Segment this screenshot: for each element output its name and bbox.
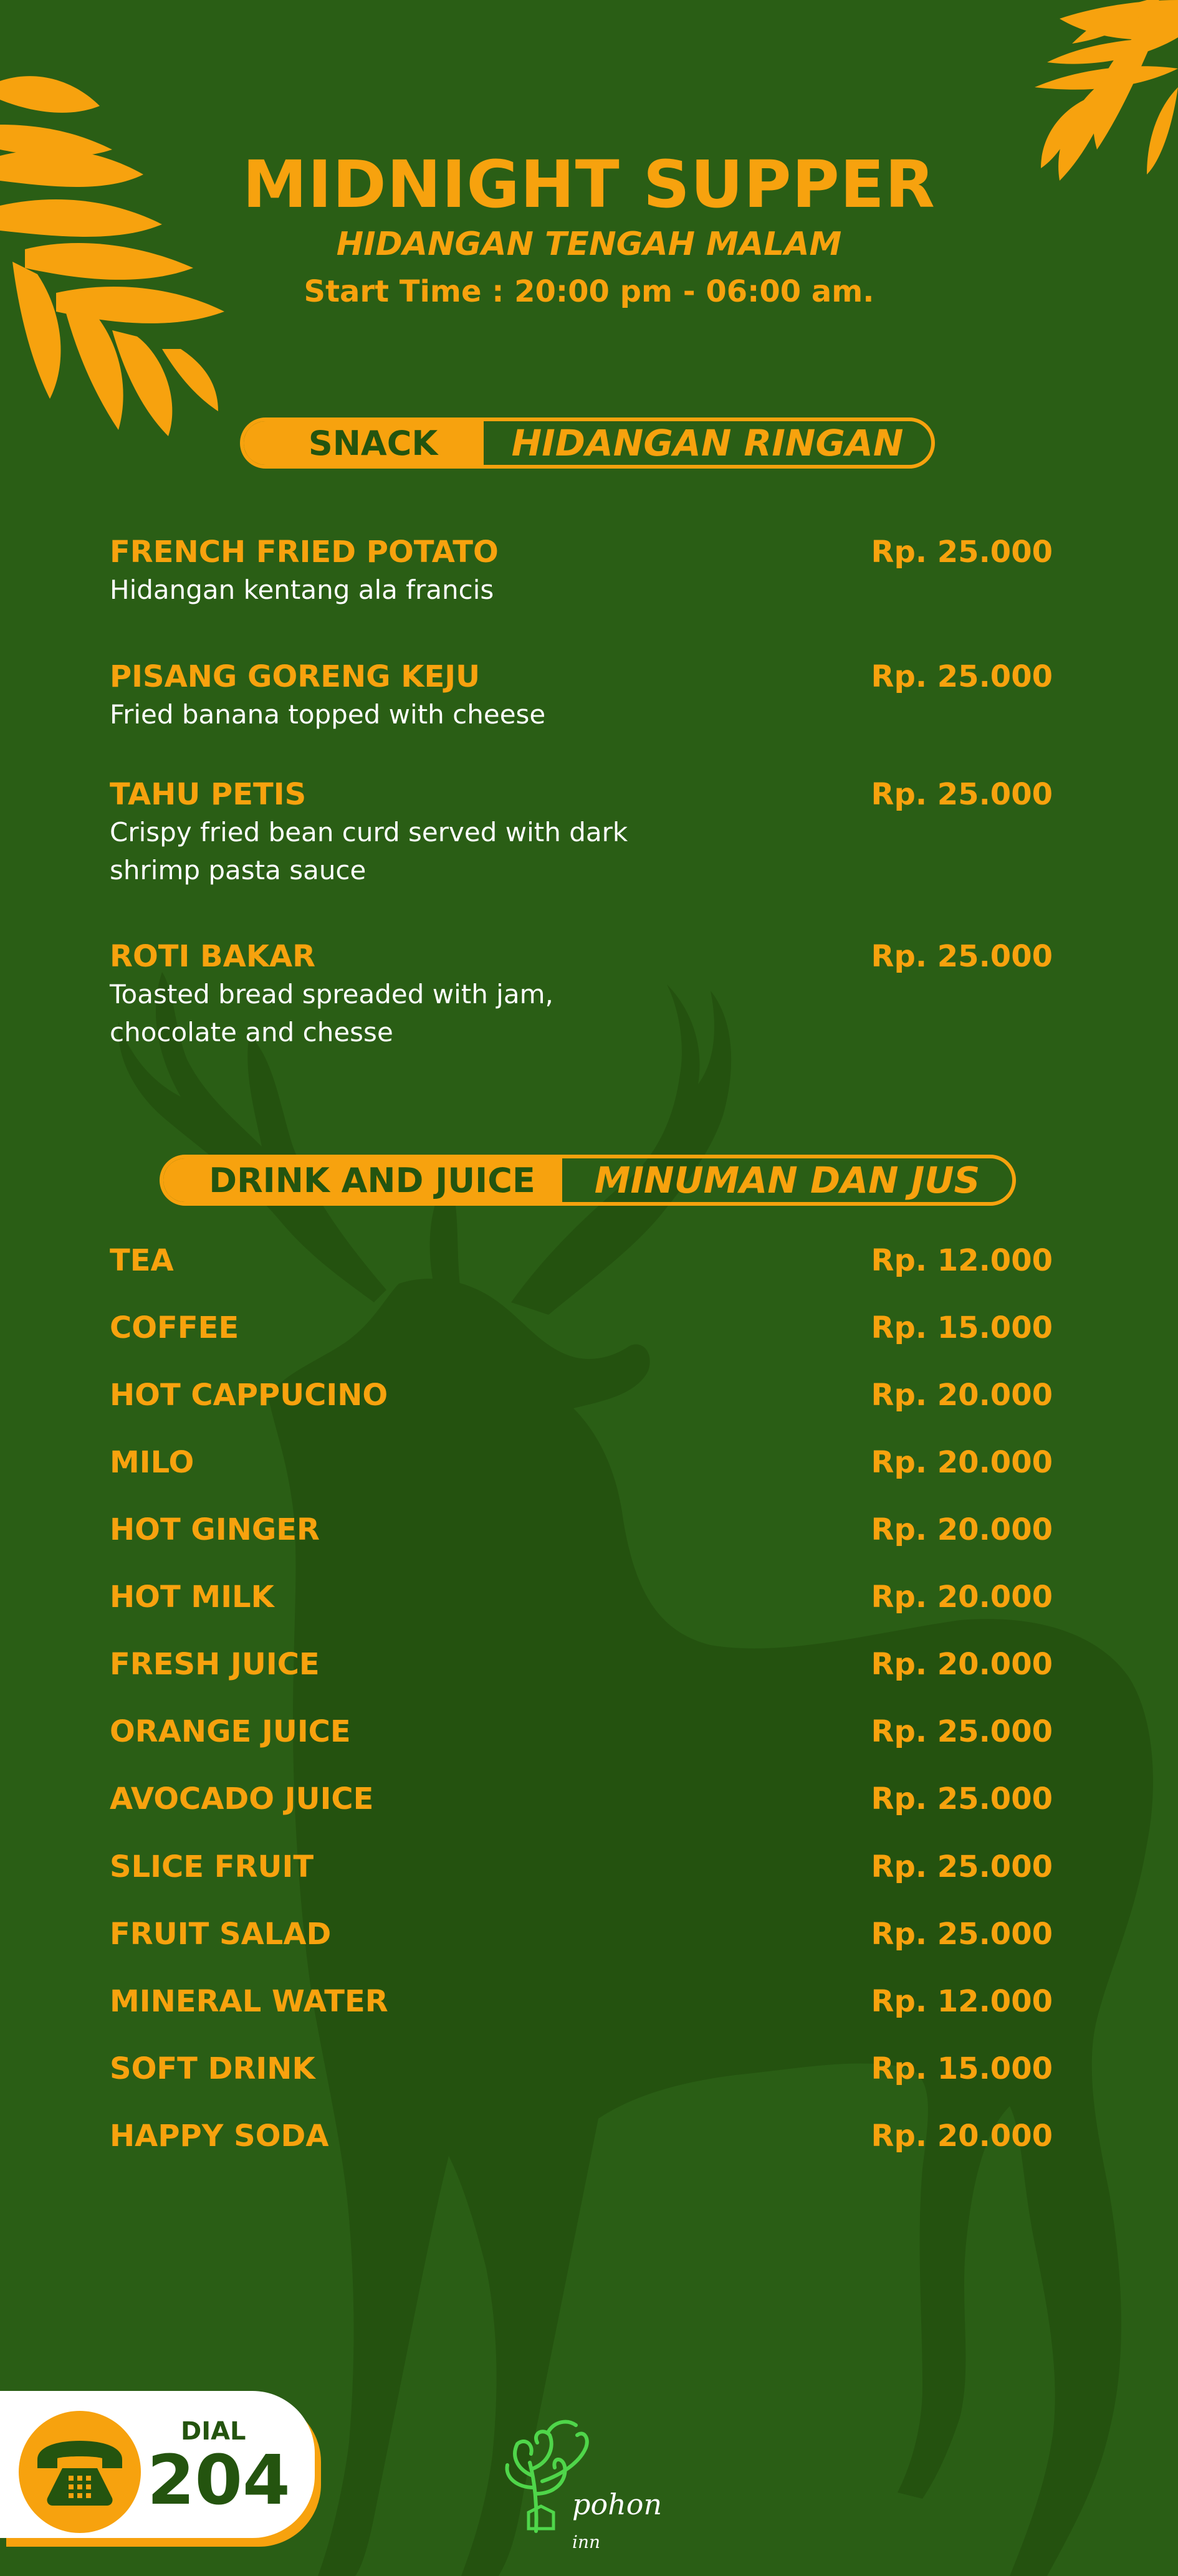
drink-item-price: Rp. 20.000 bbox=[871, 1647, 1053, 1682]
drink-item-price: Rp. 20.000 bbox=[871, 1580, 1053, 1615]
snack-item bbox=[110, 938, 1070, 1051]
snack-item-description: Toasted bread spreaded with jam, chocolate and chesse bbox=[110, 979, 553, 1047]
hotel-logo bbox=[492, 2413, 679, 2552]
drink-item-price: Rp. 15.000 bbox=[871, 2051, 1053, 2086]
drink-item-price: Rp. 20.000 bbox=[871, 2119, 1053, 2154]
page-subtitle: HIDANGAN TENGAH MALAM bbox=[336, 226, 842, 263]
drink-item-name: FRUIT SALAD bbox=[110, 1917, 332, 1952]
snack-item-description: Hidangan kentang ala francis bbox=[110, 575, 494, 605]
drink-item bbox=[110, 1713, 1053, 1750]
drink-item bbox=[110, 1444, 1053, 1481]
snack-item bbox=[110, 533, 1070, 609]
snack-item-price: Rp. 25.000 bbox=[871, 535, 1053, 570]
snack-section-label-local: HIDANGAN RINGAN bbox=[511, 422, 904, 464]
phone-badge bbox=[19, 2411, 141, 2533]
drink-item-price: Rp. 25.000 bbox=[871, 1782, 1053, 1816]
snack-section-header bbox=[240, 417, 935, 469]
logo-wordmark bbox=[572, 2488, 679, 2555]
snack-item-price: Rp. 25.000 bbox=[871, 939, 1053, 974]
drink-item bbox=[110, 1646, 1053, 1683]
drink-item-name: MILO bbox=[110, 1445, 194, 1480]
snack-item-name: FRENCH FRIED POTATO bbox=[110, 535, 499, 570]
snack-item-price: Rp. 25.000 bbox=[871, 659, 1053, 694]
drink-item-price: Rp. 25.000 bbox=[871, 1917, 1053, 1952]
service-time: Start Time : 20:00 pm - 06:00 am. bbox=[304, 274, 874, 309]
drink-item-price: Rp. 25.000 bbox=[871, 1849, 1053, 1884]
snack-item-name: TAHU PETIS bbox=[110, 777, 307, 812]
drink-item-price: Rp. 20.000 bbox=[871, 1378, 1053, 1413]
drink-section-label: DRINK AND JUICE bbox=[163, 1158, 562, 1202]
drink-item bbox=[110, 1309, 1053, 1347]
drink-item bbox=[110, 1983, 1053, 2020]
logo-name: pohon bbox=[572, 2488, 663, 2521]
drink-item bbox=[110, 1511, 1053, 1548]
page-title: MIDNIGHT SUPPER bbox=[242, 146, 936, 222]
snack-item-description: Fried banana topped with cheese bbox=[110, 699, 546, 730]
drink-item-name: HAPPY SODA bbox=[110, 2119, 329, 2154]
drink-item-price: Rp. 25.000 bbox=[871, 1714, 1053, 1749]
drink-item bbox=[110, 2050, 1053, 2087]
drink-item-price: Rp. 15.000 bbox=[871, 1310, 1053, 1345]
dial-badge bbox=[0, 2391, 315, 2538]
drink-item-name: ORANGE JUICE bbox=[110, 1714, 351, 1749]
drink-section-header bbox=[160, 1155, 1016, 1206]
snack-item-price: Rp. 25.000 bbox=[871, 777, 1053, 812]
drink-item-name: FRESH JUICE bbox=[110, 1647, 320, 1682]
drink-item-price: Rp. 12.000 bbox=[871, 1243, 1053, 1278]
drink-item-name: SOFT DRINK bbox=[110, 2051, 315, 2086]
drink-item-name: MINERAL WATER bbox=[110, 1984, 388, 2019]
drink-item-price: Rp. 20.000 bbox=[871, 1445, 1053, 1480]
drink-section-label-local: MINUMAN DAN JUS bbox=[594, 1159, 980, 1201]
drink-item bbox=[110, 1376, 1053, 1414]
drink-item-name: HOT GINGER bbox=[110, 1512, 320, 1547]
snack-item bbox=[110, 776, 1070, 889]
drink-item bbox=[110, 1780, 1053, 1818]
drink-item-name: SLICE FRUIT bbox=[110, 1849, 314, 1884]
telephone-icon bbox=[19, 2411, 141, 2533]
snack-item-description: Crispy fried bean curd served with dark shrimp pasta sauce bbox=[110, 817, 628, 885]
drink-item bbox=[110, 1242, 1053, 1279]
logo-sub: inn bbox=[572, 2532, 601, 2552]
drink-item-price: Rp. 12.000 bbox=[871, 1984, 1053, 2019]
drink-item bbox=[110, 1915, 1053, 1953]
drink-item-name: COFFEE bbox=[110, 1310, 239, 1345]
drink-item bbox=[110, 2117, 1053, 2155]
drink-item-name: HOT CAPPUCINO bbox=[110, 1378, 388, 1413]
deer-silhouette-icon bbox=[118, 972, 1153, 2576]
drink-item-name: TEA bbox=[110, 1243, 174, 1278]
drink-item-name: AVOCADO JUICE bbox=[110, 1782, 374, 1816]
drink-item bbox=[110, 1578, 1053, 1616]
snack-section-label: SNACK bbox=[244, 421, 484, 465]
snack-item-name: ROTI BAKAR bbox=[110, 939, 316, 974]
dial-label: DIAL bbox=[181, 2417, 246, 2446]
drink-item bbox=[110, 1848, 1053, 1886]
dial-number: 204 bbox=[147, 2440, 290, 2520]
snack-item-name: PISANG GORENG KEJU bbox=[110, 659, 481, 694]
drink-item-name: HOT MILK bbox=[110, 1580, 274, 1615]
drink-item-price: Rp. 20.000 bbox=[871, 1512, 1053, 1547]
snack-item bbox=[110, 658, 1070, 733]
